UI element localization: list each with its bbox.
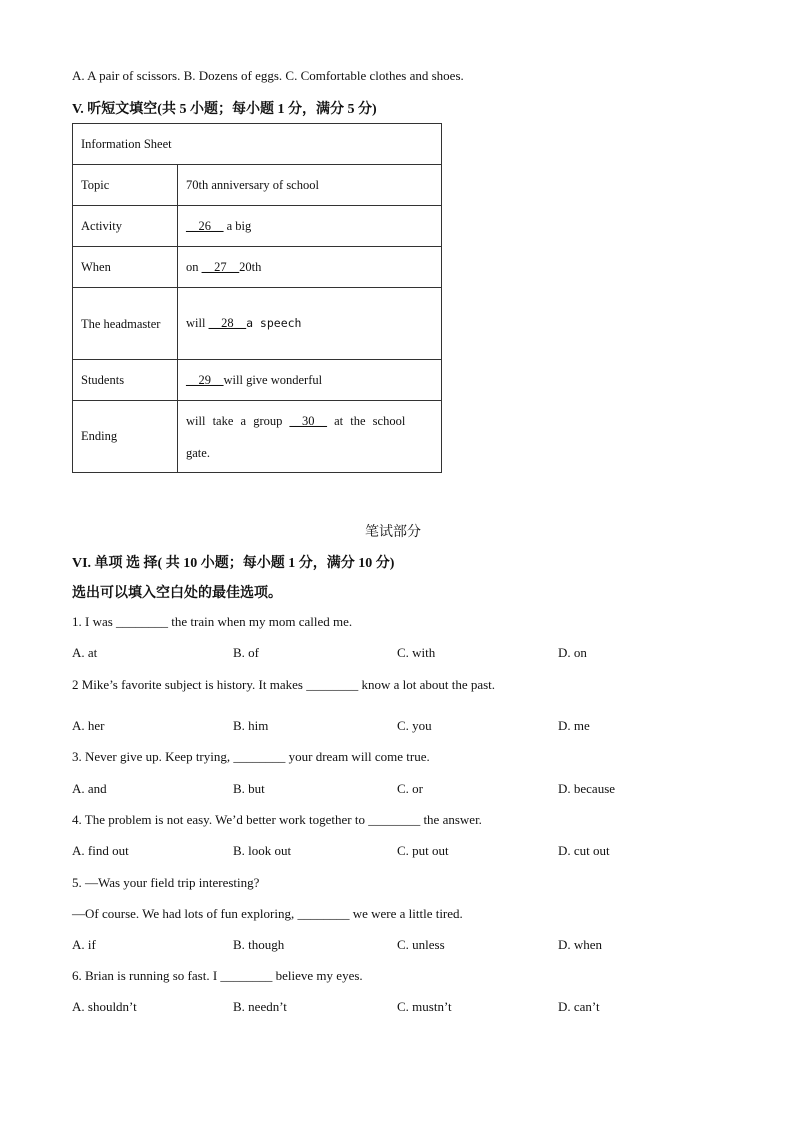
row-label: The headmaster: [73, 288, 178, 360]
option-d[interactable]: D. can’t: [558, 999, 600, 1014]
option-c[interactable]: C. unless: [397, 937, 445, 952]
section-6-title: VI. 单项 选 择( 共 10 小题；每小题 1 分，满分 10 分): [72, 556, 395, 571]
row-value: __29__will give wonderful: [178, 360, 442, 401]
row-label: Ending: [73, 401, 178, 473]
table-row: [73, 247, 442, 288]
table-row: [73, 360, 442, 401]
option-a[interactable]: A. shouldn’t: [72, 999, 137, 1014]
written-part-heading: 笔试部分: [365, 525, 421, 540]
row-label: Topic: [73, 165, 178, 206]
section-6-instruction: 选出可以填入空白处的最佳选项。: [72, 586, 282, 601]
option-c[interactable]: C. with: [397, 645, 436, 660]
question-5-stem-line-2: —Of course. We had lots of fun exploring, ________ we were a little tired.: [72, 906, 463, 921]
option-d[interactable]: D. cut out: [558, 843, 610, 858]
option-b[interactable]: B. look out: [233, 843, 292, 858]
row-label: Activity: [73, 206, 178, 247]
question-4-stem: 4. The problem is not easy. We’d better work together to ________ the answer.: [72, 812, 482, 827]
option-d[interactable]: D. when: [558, 937, 603, 952]
question-2-stem: 2 Mike’s favorite subject is history. It makes ________ know a lot about the past.: [72, 677, 496, 692]
option-c[interactable]: C. you: [397, 718, 432, 733]
question-6-stem: 6. Brian is running so fast. I ________ believe my eyes.: [72, 968, 363, 983]
option-d[interactable]: D. because: [558, 781, 616, 796]
row-value: 70th anniversary of school: [178, 165, 442, 206]
option-d[interactable]: D. on: [558, 645, 587, 660]
option-b[interactable]: B. needn’t: [233, 999, 287, 1014]
option-c[interactable]: C. put out: [397, 843, 449, 858]
option-b[interactable]: B. though: [233, 937, 285, 952]
table-header: Information Sheet: [73, 124, 442, 165]
table-row: [73, 206, 442, 247]
row-label: When: [73, 247, 178, 288]
option-a[interactable]: A. at: [72, 645, 98, 660]
option-a[interactable]: A. if: [72, 937, 96, 952]
row-value: on __27__20th: [178, 247, 442, 288]
option-a[interactable]: A. her: [72, 718, 105, 733]
blank-26[interactable]: __26__: [186, 218, 224, 233]
question-1-stem: 1. I was ________ the train when my mom called me.: [72, 614, 353, 629]
question-3-stem: 3. Never give up. Keep trying, ________ your dream will come true.: [72, 749, 430, 764]
information-sheet-table: [72, 123, 442, 473]
row-value: will __28__a speech: [178, 288, 442, 360]
table-row: [73, 401, 442, 473]
option-b[interactable]: B. but: [233, 781, 265, 796]
blank-28[interactable]: __28__: [208, 316, 247, 330]
option-d[interactable]: D. me: [558, 718, 590, 733]
table-row: [73, 288, 442, 360]
row-value: __26__ a big: [178, 206, 442, 247]
table-row: [73, 165, 442, 206]
blank-30[interactable]: __30__: [289, 413, 327, 428]
blank-29[interactable]: __29__: [186, 372, 224, 387]
option-a[interactable]: A. and: [72, 781, 107, 796]
option-b[interactable]: B. him: [233, 718, 269, 733]
question-5-stem: 5. —Was your field trip interesting?: [72, 875, 260, 890]
section-5-title: V. 听短文填空(共 5 小题；每小题 1 分，满分 5 分): [72, 102, 377, 117]
option-b[interactable]: B. of: [233, 645, 259, 660]
option-c[interactable]: C. mustn’t: [397, 999, 452, 1014]
row-value: will take a group __30__ at the school gate.: [178, 401, 442, 473]
option-a[interactable]: A. find out: [72, 843, 129, 858]
previous-question-options: A. A pair of scissors. B. Dozens of eggs. C. Comfortable clothes and shoes.: [72, 68, 464, 83]
option-c[interactable]: C. or: [397, 781, 423, 796]
row-label: Students: [73, 360, 178, 401]
blank-27[interactable]: __27__: [201, 259, 240, 274]
